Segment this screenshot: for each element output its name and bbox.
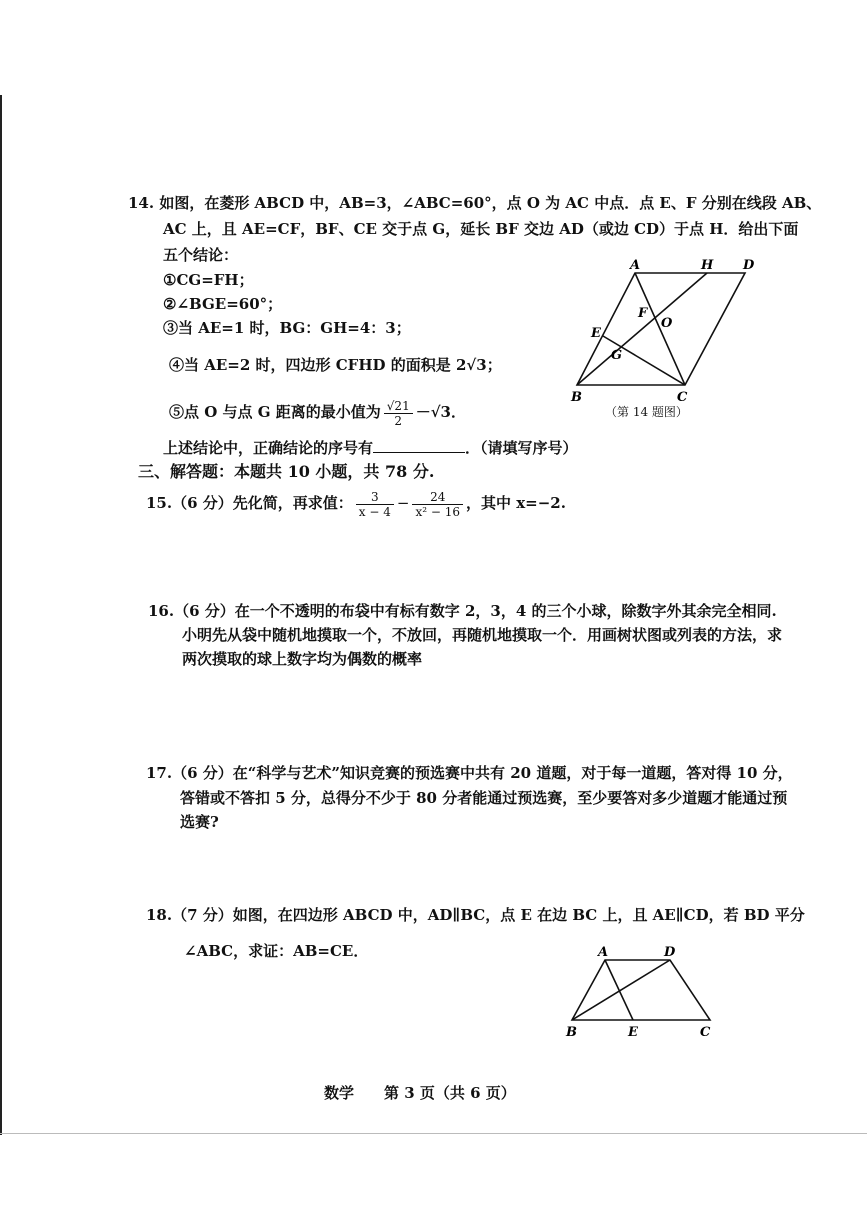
label-d: D	[743, 258, 755, 273]
q14-conclusion-5	[169, 398, 466, 428]
q15-minus: −	[396, 494, 410, 512]
label-c: C	[700, 1025, 711, 1040]
q15-fraction-1	[356, 490, 394, 519]
q16-line-1: 16.（6 分）在一个不透明的布袋中有标有数字 2，3，4 的三个小球，除数字外其余完全相同.	[148, 602, 777, 620]
label-e: E	[628, 1025, 638, 1040]
label-h: H	[701, 258, 714, 273]
q15-tail: ，其中 x=−2.	[465, 494, 566, 512]
answer-blank[interactable]	[373, 438, 465, 453]
q14-c5-tail: －√3．	[415, 403, 466, 421]
quadrilateral-abcd	[572, 960, 710, 1020]
q16-line-2: 小明先从袋中随机地摸取一个，不放回，再随机地摸取一个．用画树状图或列表的方法，求	[182, 626, 783, 644]
label-d: D	[664, 945, 676, 960]
q14-line-2: AC 上，且 AE=CF，BF、CE 交于点 G，延长 BF 交边 AD（或边 CD）于点 H．给出下面	[163, 220, 799, 238]
segment-ae	[605, 960, 633, 1020]
q15-fraction-2	[412, 490, 463, 519]
section-3-heading: 三、解答题：本题共 10 小题，共 78 分.	[138, 462, 435, 481]
label-a: A	[630, 258, 641, 273]
page-scan-edge	[0, 95, 2, 1135]
label-g: G	[611, 348, 623, 363]
q14-question	[163, 438, 578, 458]
q14-figure-caption: （第 14 题图）	[605, 405, 688, 419]
q17-line-2: 答错或不答扣 5 分，总得分不少于 80 分者能通过预选赛，至少要答对多少道题才能通过预	[180, 789, 788, 807]
page-footer: 数学 第 3 页（共 6 页）	[324, 1084, 516, 1102]
segment-bd	[572, 960, 670, 1020]
q15-f2-numerator: 24	[412, 490, 463, 505]
q17-line-1: 17.（6 分）在“科学与艺术”知识竞赛的预选赛中共有 20 道题，对于每一道题，答对得 10 分，	[146, 764, 793, 782]
label-a: A	[598, 945, 609, 960]
label-b: B	[571, 390, 582, 405]
q15-f2-denominator: x² − 16	[415, 504, 460, 519]
label-e: E	[591, 326, 601, 341]
page-bottom-edge	[0, 1133, 867, 1134]
q15-f1-numerator: 3	[356, 490, 394, 505]
label-b: B	[566, 1025, 577, 1040]
label-c: C	[677, 390, 688, 405]
q15-f1-denominator: x − 4	[358, 504, 391, 519]
label-o: O	[661, 316, 673, 331]
q14-line-3: 五个结论：	[163, 246, 239, 264]
q18-line-2: ∠ABC，求证：AB=CE．	[184, 942, 369, 960]
q14-line-1: 14. 如图，在菱形 ABCD 中，AB=3，∠ABC=60°，点 O 为 AC 中点．点 E、F 分别在线段 AB、	[128, 194, 822, 212]
q14-c5-denominator: 2	[394, 413, 403, 428]
q14-conclusion-4: ④当 AE=2 时，四边形 CFHD 的面积是 2√3；	[169, 356, 502, 374]
label-f: F	[638, 306, 648, 321]
q18-line-1: 18.（7 分）如图，在四边形 ABCD 中，AD∥BC，点 E 在边 BC 上，且 AE∥CD，若 BD 平分	[146, 906, 805, 924]
q18-trapezoid-figure	[560, 940, 730, 1045]
q14-c5-numerator: √21	[384, 399, 413, 414]
q14-conclusion-1: ①CG=FH；	[163, 271, 254, 289]
q15-line	[146, 487, 566, 519]
q14-question-tail: ．（请填写序号）	[465, 439, 578, 457]
q15-text: 15.（6 分）先化简，再求值：	[146, 494, 353, 512]
q17-line-3: 选赛?	[180, 813, 219, 831]
q16-line-3: 两次摸取的球上数字均为偶数的概率	[182, 650, 423, 668]
q14-conclusion-3: ③当 AE=1 时，BG：GH=4：3；	[163, 319, 411, 337]
q14-c5-fraction	[384, 399, 413, 428]
q14-c5-text: ⑤点 O 与点 G 距离的最小值为	[169, 403, 381, 421]
q14-conclusion-2: ②∠BGE=60°；	[163, 295, 283, 313]
q14-question-text: 上述结论中，正确结论的序号有	[163, 439, 374, 457]
